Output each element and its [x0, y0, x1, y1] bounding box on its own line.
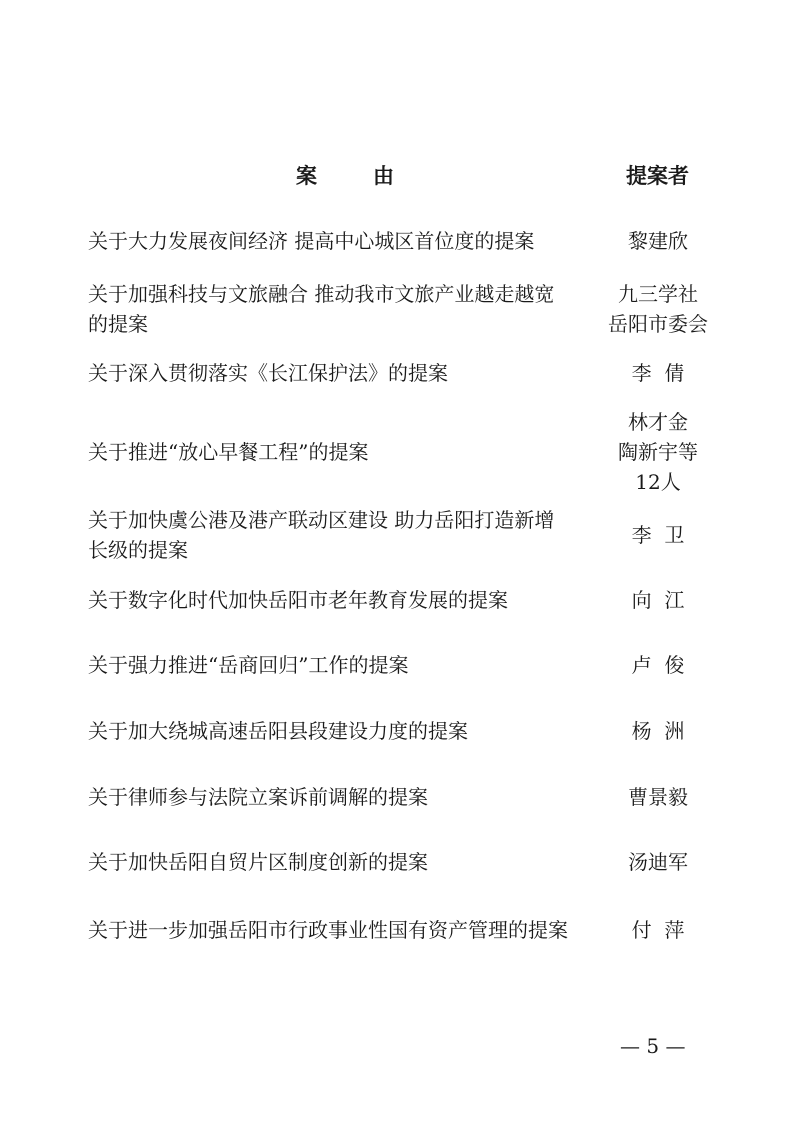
proposal-title: 关于加强科技与文旅融合 推动我市文旅产业越走越宽 的提案: [88, 282, 555, 336]
proposal-title: 关于加快虞公港及港产联动区建设 助力岳阳打造新增 长级的提案: [88, 508, 555, 562]
proposer-name: 汤迪军: [628, 850, 688, 874]
proposal-title: 关于加快岳阳自贸片区制度创新的提案: [88, 850, 428, 874]
proposer-name: 曹景毅: [628, 785, 688, 809]
proposal-title: 关于加大绕城高速岳阳县段建设力度的提案: [88, 719, 468, 743]
proposer-name: 李 卫: [631, 523, 685, 547]
proposal-title: 关于深入贯彻落实《长江保护法》的提案: [88, 361, 448, 385]
proposer-name: 卢 俊: [631, 653, 685, 677]
page-number: — 5 —: [620, 1034, 686, 1058]
proposer-name: 黎建欣: [628, 229, 688, 253]
proposer-name: 李 倩: [631, 361, 685, 385]
proposer-name: 九三学社 岳阳市委会: [608, 282, 708, 336]
proposal-title: 关于推进“放心早餐工程”的提案: [88, 440, 369, 464]
proposal-title: 关于数字化时代加快岳阳市老年教育发展的提案: [88, 588, 508, 612]
proposal-title: 关于大力发展夜间经济 提高中心城区首位度的提案: [88, 229, 535, 253]
proposal-title: 关于进一步加强岳阳市行政事业性国有资产管理的提案: [88, 918, 568, 942]
proposer-name: 付 萍: [631, 918, 685, 942]
column-header-reason: 案由: [296, 164, 450, 188]
proposer-name: 杨 洲: [631, 719, 685, 743]
proposal-title: 关于律师参与法院立案诉前调解的提案: [88, 785, 428, 809]
proposer-name: 向 江: [631, 588, 685, 612]
proposer-name: 林才金 陶新宇等 12人: [618, 410, 698, 494]
column-header-proposer: 提案者: [626, 164, 689, 188]
proposal-title: 关于强力推进“岳商回归”工作的提案: [88, 653, 409, 677]
